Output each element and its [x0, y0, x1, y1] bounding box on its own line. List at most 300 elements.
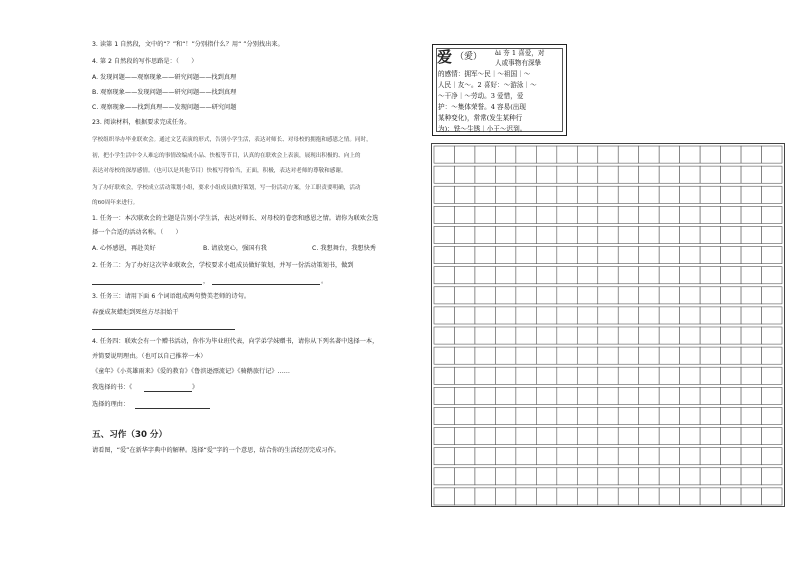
grid-cell[interactable]	[618, 428, 638, 445]
grid-cell[interactable]	[536, 468, 556, 485]
grid-cell[interactable]	[434, 146, 454, 163]
grid-cell[interactable]	[434, 488, 454, 505]
grid-cell[interactable]	[762, 407, 782, 424]
grid-cell[interactable]	[598, 488, 618, 505]
grid-cell[interactable]	[762, 468, 782, 485]
grid-cell[interactable]	[618, 206, 638, 223]
grid-cell[interactable]	[516, 146, 536, 163]
grid-cell[interactable]	[557, 166, 577, 183]
grid-cell[interactable]	[434, 206, 454, 223]
grid-cell[interactable]	[659, 448, 679, 465]
grid-cell[interactable]	[598, 407, 618, 424]
grid-cell[interactable]	[721, 488, 741, 505]
grid-cell[interactable]	[475, 327, 495, 344]
grid-cell[interactable]	[434, 367, 454, 384]
grid-cell[interactable]	[721, 247, 741, 264]
grid-cell[interactable]	[741, 206, 761, 223]
grid-cell[interactable]	[741, 186, 761, 203]
grid-cell[interactable]	[598, 206, 618, 223]
grid-cell[interactable]	[762, 428, 782, 445]
grid-cell[interactable]	[557, 488, 577, 505]
grid-cell[interactable]	[700, 327, 720, 344]
grid-cell[interactable]	[536, 267, 556, 284]
grid-cell[interactable]	[557, 186, 577, 203]
grid-cell[interactable]	[434, 247, 454, 264]
grid-cell[interactable]	[700, 387, 720, 404]
grid-cell[interactable]	[598, 146, 618, 163]
grid-cell[interactable]	[618, 287, 638, 304]
grid-cell[interactable]	[598, 247, 618, 264]
grid-cell[interactable]	[639, 468, 659, 485]
grid-row[interactable]	[434, 327, 782, 344]
grid-cell[interactable]	[454, 247, 474, 264]
grid-cell[interactable]	[495, 267, 515, 284]
grid-cell[interactable]	[557, 327, 577, 344]
grid-cell[interactable]	[639, 166, 659, 183]
grid-cell[interactable]	[639, 407, 659, 424]
grid-cell[interactable]	[659, 327, 679, 344]
grid-cell[interactable]	[577, 186, 597, 203]
grid-cell[interactable]	[741, 468, 761, 485]
grid-row[interactable]	[434, 488, 782, 505]
grid-cell[interactable]	[536, 367, 556, 384]
grid-cell[interactable]	[721, 226, 741, 243]
grid-cell[interactable]	[741, 146, 761, 163]
grid-cell[interactable]	[721, 367, 741, 384]
grid-cell[interactable]	[516, 287, 536, 304]
grid-cell[interactable]	[557, 367, 577, 384]
grid-cell[interactable]	[516, 166, 536, 183]
grid-cell[interactable]	[434, 428, 454, 445]
grid-cell[interactable]	[639, 347, 659, 364]
grid-cell[interactable]	[434, 327, 454, 344]
grid-cell[interactable]	[577, 166, 597, 183]
grid-cell[interactable]	[700, 448, 720, 465]
grid-cell[interactable]	[495, 347, 515, 364]
grid-cell[interactable]	[454, 307, 474, 324]
grid-cell[interactable]	[454, 146, 474, 163]
grid-cell[interactable]	[434, 287, 454, 304]
grid-cell[interactable]	[577, 367, 597, 384]
grid-cell[interactable]	[618, 307, 638, 324]
grid-cell[interactable]	[557, 347, 577, 364]
grid-cell[interactable]	[762, 367, 782, 384]
grid-cell[interactable]	[741, 407, 761, 424]
grid-cell[interactable]	[762, 186, 782, 203]
grid-cell[interactable]	[700, 407, 720, 424]
grid-cell[interactable]	[680, 448, 700, 465]
grid-cell[interactable]	[639, 267, 659, 284]
grid-cell[interactable]	[700, 428, 720, 445]
grid-cell[interactable]	[577, 407, 597, 424]
grid-cell[interactable]	[454, 166, 474, 183]
grid-cell[interactable]	[700, 186, 720, 203]
grid-cell[interactable]	[741, 488, 761, 505]
grid-cell[interactable]	[536, 448, 556, 465]
grid-cell[interactable]	[741, 387, 761, 404]
grid-cell[interactable]	[454, 287, 474, 304]
grid-cell[interactable]	[639, 186, 659, 203]
grid-cell[interactable]	[659, 488, 679, 505]
grid-cell[interactable]	[557, 448, 577, 465]
grid-cell[interactable]	[434, 166, 454, 183]
grid-cell[interactable]	[680, 347, 700, 364]
grid-cell[interactable]	[577, 226, 597, 243]
grid-cell[interactable]	[659, 347, 679, 364]
grid-cell[interactable]	[536, 206, 556, 223]
grid-cell[interactable]	[680, 367, 700, 384]
grid-cell[interactable]	[639, 387, 659, 404]
grid-cell[interactable]	[495, 226, 515, 243]
grid-cell[interactable]	[741, 428, 761, 445]
grid-cell[interactable]	[475, 448, 495, 465]
grid-cell[interactable]	[721, 407, 741, 424]
grid-cell[interactable]	[475, 428, 495, 445]
grid-cell[interactable]	[618, 407, 638, 424]
grid-cell[interactable]	[762, 307, 782, 324]
grid-cell[interactable]	[454, 468, 474, 485]
grid-cell[interactable]	[680, 488, 700, 505]
grid-cell[interactable]	[516, 226, 536, 243]
grid-cell[interactable]	[618, 267, 638, 284]
grid-cell[interactable]	[475, 347, 495, 364]
grid-cell[interactable]	[598, 226, 618, 243]
grid-cell[interactable]	[536, 407, 556, 424]
grid-cell[interactable]	[434, 186, 454, 203]
grid-cell[interactable]	[639, 146, 659, 163]
grid-cell[interactable]	[721, 166, 741, 183]
grid-cell[interactable]	[577, 247, 597, 264]
grid-cell[interactable]	[639, 307, 659, 324]
grid-cell[interactable]	[516, 206, 536, 223]
grid-cell[interactable]	[618, 146, 638, 163]
grid-row[interactable]	[434, 166, 782, 183]
grid-cell[interactable]	[741, 166, 761, 183]
grid-cell[interactable]	[495, 307, 515, 324]
grid-cell[interactable]	[659, 267, 679, 284]
grid-cell[interactable]	[577, 327, 597, 344]
grid-cell[interactable]	[536, 186, 556, 203]
grid-cell[interactable]	[680, 407, 700, 424]
grid-cell[interactable]	[475, 488, 495, 505]
grid-cell[interactable]	[454, 226, 474, 243]
grid-row[interactable]	[434, 267, 782, 284]
grid-cell[interactable]	[475, 247, 495, 264]
grid-cell[interactable]	[495, 448, 515, 465]
grid-cell[interactable]	[557, 146, 577, 163]
grid-cell[interactable]	[495, 186, 515, 203]
grid-cell[interactable]	[618, 448, 638, 465]
grid-cell[interactable]	[495, 327, 515, 344]
grid-cell[interactable]	[762, 247, 782, 264]
grid-cell[interactable]	[618, 327, 638, 344]
grid-cell[interactable]	[434, 448, 454, 465]
grid-cell[interactable]	[577, 146, 597, 163]
grid-cell[interactable]	[659, 387, 679, 404]
grid-cell[interactable]	[557, 287, 577, 304]
grid-cell[interactable]	[516, 347, 536, 364]
grid-cell[interactable]	[700, 307, 720, 324]
grid-cell[interactable]	[618, 468, 638, 485]
grid-cell[interactable]	[741, 267, 761, 284]
grid-cell[interactable]	[475, 186, 495, 203]
grid-cell[interactable]	[741, 247, 761, 264]
grid-cell[interactable]	[680, 307, 700, 324]
grid-cell[interactable]	[516, 267, 536, 284]
grid-cell[interactable]	[741, 448, 761, 465]
grid-cell[interactable]	[434, 407, 454, 424]
grid-row[interactable]	[434, 387, 782, 404]
grid-cell[interactable]	[741, 226, 761, 243]
grid-cell[interactable]	[721, 448, 741, 465]
grid-row[interactable]	[434, 226, 782, 243]
grid-cell[interactable]	[598, 327, 618, 344]
grid-cell[interactable]	[680, 327, 700, 344]
grid-cell[interactable]	[639, 448, 659, 465]
grid-cell[interactable]	[577, 468, 597, 485]
grid-cell[interactable]	[577, 347, 597, 364]
grid-cell[interactable]	[516, 307, 536, 324]
grid-cell[interactable]	[536, 307, 556, 324]
grid-row[interactable]	[434, 468, 782, 485]
grid-cell[interactable]	[639, 367, 659, 384]
grid-cell[interactable]	[516, 407, 536, 424]
grid-cell[interactable]	[434, 347, 454, 364]
grid-cell[interactable]	[577, 206, 597, 223]
grid-cell[interactable]	[680, 206, 700, 223]
grid-cell[interactable]	[557, 247, 577, 264]
grid-cell[interactable]	[598, 428, 618, 445]
grid-cell[interactable]	[659, 146, 679, 163]
grid-cell[interactable]	[475, 206, 495, 223]
grid-cell[interactable]	[639, 327, 659, 344]
grid-cell[interactable]	[618, 488, 638, 505]
grid-row[interactable]	[434, 206, 782, 223]
grid-cell[interactable]	[536, 146, 556, 163]
grid-cell[interactable]	[680, 166, 700, 183]
grid-cell[interactable]	[516, 247, 536, 264]
grid-cell[interactable]	[536, 387, 556, 404]
grid-cell[interactable]	[721, 307, 741, 324]
grid-cell[interactable]	[598, 186, 618, 203]
grid-cell[interactable]	[557, 267, 577, 284]
grid-cell[interactable]	[639, 428, 659, 445]
grid-cell[interactable]	[639, 488, 659, 505]
grid-cell[interactable]	[475, 387, 495, 404]
grid-cell[interactable]	[762, 166, 782, 183]
grid-cell[interactable]	[557, 226, 577, 243]
grid-cell[interactable]	[557, 206, 577, 223]
grid-cell[interactable]	[639, 226, 659, 243]
grid-cell[interactable]	[659, 226, 679, 243]
grid-cell[interactable]	[495, 287, 515, 304]
grid-cell[interactable]	[454, 327, 474, 344]
grid-cell[interactable]	[495, 247, 515, 264]
grid-cell[interactable]	[516, 327, 536, 344]
grid-cell[interactable]	[659, 206, 679, 223]
grid-cell[interactable]	[454, 347, 474, 364]
grid-cell[interactable]	[598, 287, 618, 304]
task-3-answer-line[interactable]	[92, 329, 235, 330]
grid-cell[interactable]	[557, 387, 577, 404]
grid-cell[interactable]	[762, 146, 782, 163]
grid-row[interactable]	[434, 367, 782, 384]
grid-cell[interactable]	[598, 347, 618, 364]
grid-cell[interactable]	[598, 448, 618, 465]
grid-cell[interactable]	[454, 448, 474, 465]
grid-cell[interactable]	[434, 307, 454, 324]
grid-cell[interactable]	[680, 428, 700, 445]
grid-cell[interactable]	[659, 367, 679, 384]
grid-cell[interactable]	[598, 166, 618, 183]
grid-cell[interactable]	[475, 287, 495, 304]
grid-cell[interactable]	[659, 468, 679, 485]
grid-cell[interactable]	[557, 307, 577, 324]
grid-cell[interactable]	[639, 287, 659, 304]
grid-cell[interactable]	[454, 407, 474, 424]
reason-input[interactable]	[135, 408, 210, 409]
grid-cell[interactable]	[475, 166, 495, 183]
grid-cell[interactable]	[516, 387, 536, 404]
grid-cell[interactable]	[659, 247, 679, 264]
grid-cell[interactable]	[721, 206, 741, 223]
grid-cell[interactable]	[618, 367, 638, 384]
grid-cell[interactable]	[741, 287, 761, 304]
grid-cell[interactable]	[700, 367, 720, 384]
grid-cell[interactable]	[639, 206, 659, 223]
grid-cell[interactable]	[618, 166, 638, 183]
grid-cell[interactable]	[516, 448, 536, 465]
grid-cell[interactable]	[700, 287, 720, 304]
grid-cell[interactable]	[454, 267, 474, 284]
grid-cell[interactable]	[762, 327, 782, 344]
grid-cell[interactable]	[700, 488, 720, 505]
grid-cell[interactable]	[598, 387, 618, 404]
grid-cell[interactable]	[475, 367, 495, 384]
grid-cell[interactable]	[618, 186, 638, 203]
grid-cell[interactable]	[475, 226, 495, 243]
grid-cell[interactable]	[762, 347, 782, 364]
grid-cell[interactable]	[536, 428, 556, 445]
grid-cell[interactable]	[557, 407, 577, 424]
grid-cell[interactable]	[495, 146, 515, 163]
grid-cell[interactable]	[577, 448, 597, 465]
grid-row[interactable]	[434, 247, 782, 264]
grid-cell[interactable]	[598, 468, 618, 485]
task-2-blank-1[interactable]	[92, 284, 202, 285]
grid-cell[interactable]	[659, 166, 679, 183]
grid-cell[interactable]	[700, 226, 720, 243]
grid-cell[interactable]	[577, 267, 597, 284]
grid-cell[interactable]	[495, 468, 515, 485]
grid-cell[interactable]	[577, 307, 597, 324]
grid-cell[interactable]	[495, 407, 515, 424]
grid-cell[interactable]	[536, 327, 556, 344]
grid-cell[interactable]	[659, 307, 679, 324]
grid-cell[interactable]	[536, 488, 556, 505]
grid-cell[interactable]	[700, 166, 720, 183]
grid-row[interactable]	[434, 347, 782, 364]
grid-cell[interactable]	[762, 267, 782, 284]
grid-cell[interactable]	[741, 347, 761, 364]
grid-cell[interactable]	[516, 186, 536, 203]
grid-cell[interactable]	[495, 367, 515, 384]
grid-cell[interactable]	[475, 267, 495, 284]
grid-cell[interactable]	[536, 287, 556, 304]
grid-cell[interactable]	[700, 267, 720, 284]
grid-cell[interactable]	[454, 387, 474, 404]
grid-cell[interactable]	[516, 488, 536, 505]
grid-cell[interactable]	[680, 186, 700, 203]
grid-cell[interactable]	[659, 428, 679, 445]
book-choice-input[interactable]	[144, 391, 192, 392]
grid-cell[interactable]	[475, 146, 495, 163]
grid-cell[interactable]	[495, 206, 515, 223]
grid-row[interactable]	[434, 428, 782, 445]
grid-cell[interactable]	[454, 428, 474, 445]
grid-cell[interactable]	[434, 226, 454, 243]
grid-cell[interactable]	[618, 387, 638, 404]
grid-cell[interactable]	[536, 226, 556, 243]
grid-cell[interactable]	[700, 247, 720, 264]
grid-cell[interactable]	[434, 387, 454, 404]
grid-cell[interactable]	[721, 327, 741, 344]
grid-cell[interactable]	[741, 327, 761, 344]
grid-cell[interactable]	[700, 146, 720, 163]
grid-cell[interactable]	[577, 287, 597, 304]
grid-cell[interactable]	[741, 307, 761, 324]
grid-cell[interactable]	[659, 407, 679, 424]
grid-cell[interactable]	[659, 186, 679, 203]
grid-cell[interactable]	[454, 186, 474, 203]
grid-cell[interactable]	[495, 428, 515, 445]
grid-cell[interactable]	[475, 468, 495, 485]
grid-cell[interactable]	[618, 347, 638, 364]
grid-row[interactable]	[434, 287, 782, 304]
grid-cell[interactable]	[475, 307, 495, 324]
grid-cell[interactable]	[475, 407, 495, 424]
grid-cell[interactable]	[762, 226, 782, 243]
grid-cell[interactable]	[700, 468, 720, 485]
grid-cell[interactable]	[577, 428, 597, 445]
grid-cell[interactable]	[516, 367, 536, 384]
grid-cell[interactable]	[721, 387, 741, 404]
grid-cell[interactable]	[618, 226, 638, 243]
grid-cell[interactable]	[762, 287, 782, 304]
grid-cell[interactable]	[536, 347, 556, 364]
grid-cell[interactable]	[762, 448, 782, 465]
task-2-blank-2[interactable]	[212, 284, 320, 285]
grid-cell[interactable]	[721, 186, 741, 203]
grid-row[interactable]	[434, 407, 782, 424]
grid-cell[interactable]	[598, 367, 618, 384]
grid-cell[interactable]	[721, 468, 741, 485]
grid-cell[interactable]	[680, 267, 700, 284]
grid-cell[interactable]	[762, 488, 782, 505]
grid-cell[interactable]	[721, 347, 741, 364]
grid-cell[interactable]	[741, 367, 761, 384]
grid-cell[interactable]	[598, 307, 618, 324]
composition-grid[interactable]	[431, 143, 785, 507]
grid-cell[interactable]	[557, 468, 577, 485]
grid-row[interactable]	[434, 307, 782, 324]
grid-cell[interactable]	[577, 387, 597, 404]
grid-cell[interactable]	[495, 387, 515, 404]
grid-cell[interactable]	[659, 287, 679, 304]
grid-cell[interactable]	[721, 146, 741, 163]
grid-cell[interactable]	[598, 267, 618, 284]
grid-cell[interactable]	[536, 247, 556, 264]
